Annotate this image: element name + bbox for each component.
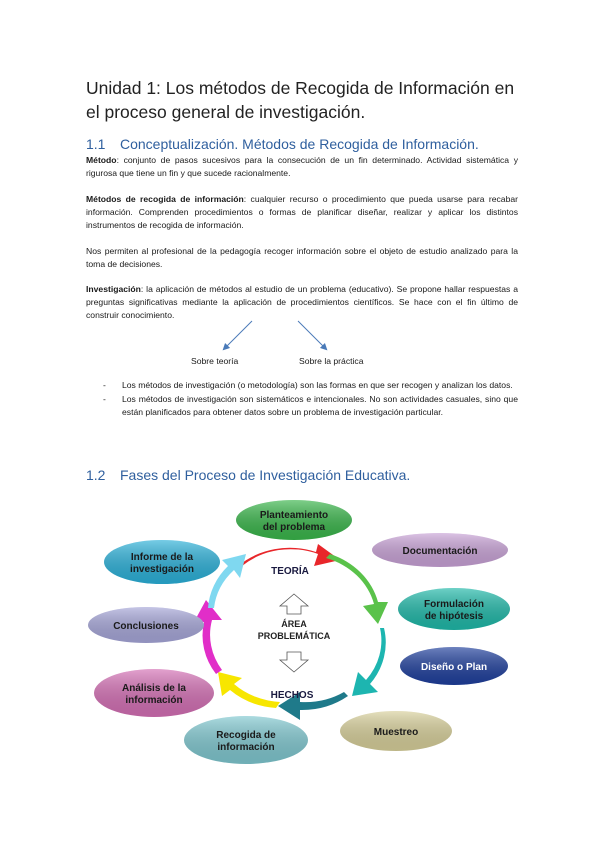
phase-documentacion [372,533,508,567]
center-arrow-up-icon [280,594,308,614]
page-title: Unidad 1: Los métodos de Recogida de Información en el proceso general de investigación. [86,78,515,122]
label-sobre-teoria: Sobre teoría [191,356,239,366]
phase-label-line1: Análisis de la [122,683,186,694]
phase-diseno [400,647,508,685]
phase-recogida [184,716,308,764]
phase-label-line2: de hipótesis [424,611,484,622]
ring-segment-green [326,554,388,624]
label-teoria: TEORÍA [271,566,309,577]
arrow-right [298,321,326,349]
paragraph-metodos-recogida [86,193,518,233]
paragraph-metodo [86,154,518,180]
label-sobre-practica: Sobre la práctica [299,356,364,366]
center-arrow-down-icon [280,652,308,672]
section-title: Conceptualización. Métodos de Recogida de Información. [120,136,479,152]
phase-label-line1: Formulación [423,599,485,610]
definition-investigacion: : la aplicación de métodos al estudio de un problema (educativo). Se propone hallar respuestas a preguntas significativas mediante la aplicación de procedimientos científicos. Se hace con el fin último de construir conocimiento. [86,284,518,321]
phase-muestreo [340,711,452,751]
center-label-line2: PROBLEMÁTICA [257,631,331,641]
term-investigacion: Investigación [86,284,141,294]
paragraph-investigacion [86,283,518,323]
label-hechos: HECHOS [270,690,314,701]
bullet-list [100,379,518,421]
ring-segment-teoria [238,544,340,566]
definition-metodos-recogida: : cualquier recurso o procedimiento que pueda usarse para recabar información. Comprenden procedimientos o formas de planificar diseñar, realizar y aplicar los distintos instrumentos de recogida de información. [86,194,518,231]
split-arrows [180,318,380,358]
list-item-text: Los métodos de investigación (o metodología) son las formas en que ser recogen y analizan los datos. [122,380,513,390]
phase-informe [104,540,220,584]
bullet-marker: - [103,394,106,405]
section-title: Fases del Proceso de Investigación Educativa. [120,467,411,483]
phase-planteamiento [236,500,352,540]
arrow-left [224,321,252,349]
section-number: 1.2 [86,467,106,483]
phase-label-line1: Recogida de [216,730,276,741]
ring-segment-teal [352,628,386,696]
research-phases-diagram [82,496,518,772]
phase-label-line1: Planteamiento [259,510,329,521]
center-label-line1: ÁREA [281,619,307,629]
term-metodo: Método [86,155,117,165]
phase-label-line1: Documentación [402,546,478,557]
phase-label-line2: información [125,695,183,706]
list-item [100,393,518,419]
phase-label-line1: Diseño o Plan [420,662,488,673]
section-heading-1-1 [86,136,479,152]
list-item [100,379,518,392]
phase-formulacion [398,588,510,630]
phase-label-line2: investigación [130,564,194,575]
bullet-marker: - [103,380,106,390]
phase-label-line2: información [217,742,275,753]
section-heading-1-2 [86,467,410,483]
phase-analisis [94,669,214,717]
phase-label-line2: del problema [262,522,326,533]
term-metodos-recogida: Métodos de recogida de información [86,194,244,204]
phase-label-line1: Muestreo [373,727,419,738]
list-item-text: Los métodos de investigación son sistemáticos e intencionales. No son actividades casuales, sino que están planificados para obtener datos sobre un problema de investigación particular. [122,394,518,418]
definition-metodo: : conjunto de pasos sucesivos para la consecución de un fin determinado. Actividad sistemática y rigurosa que tiene un fin y que sucede racionalmente. [86,155,518,179]
phase-label-line1: Informe de la [130,552,194,563]
paragraph-permiten: Nos permiten al profesional de la pedagogía recoger información sobre el objeto de estudio analizado para la toma de decisiones. [86,246,518,270]
phase-label-line1: Conclusiones [113,621,179,632]
section-number: 1.1 [86,136,106,152]
phase-conclusiones [88,607,204,643]
ring-segment-magenta [194,600,222,674]
